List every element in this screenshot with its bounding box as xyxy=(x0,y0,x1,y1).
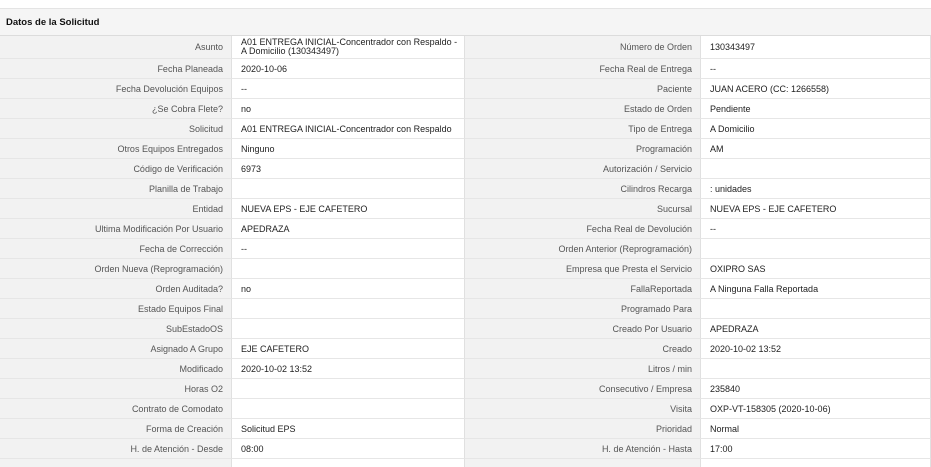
field-label: Sucursal xyxy=(465,199,700,219)
field-label: H. de Atención - Hasta xyxy=(465,439,700,459)
field-label: Fecha de Corrección xyxy=(0,239,231,259)
field-value: APEDRAZA xyxy=(231,219,465,239)
field-label: Fecha Real de Entrega xyxy=(465,59,700,79)
field-label: Código de Verificación xyxy=(0,159,231,179)
field-value xyxy=(231,179,465,199)
field-value: -- xyxy=(231,79,465,99)
field-label: Horas O2 xyxy=(0,379,231,399)
field-value: EJE CAFETERO xyxy=(231,339,465,359)
field-value: 17:00 xyxy=(700,439,931,459)
field-value: Pendiente xyxy=(700,99,931,119)
field-label: Creado xyxy=(465,339,700,359)
field-label: Contrato de Comodato xyxy=(0,399,231,419)
field-value: 2020-10-06 xyxy=(231,59,465,79)
field-value: no xyxy=(231,99,465,119)
field-label: Estado de Orden xyxy=(465,99,700,119)
field-label: Modificado xyxy=(0,359,231,379)
table-tail-row xyxy=(0,459,931,467)
field-value: JUAN ACERO (CC: 1266558) xyxy=(700,79,931,99)
field-label: Orden Anterior (Reprogramación) xyxy=(465,239,700,259)
field-value: 08:00 xyxy=(231,439,465,459)
field-label: Programado Para xyxy=(465,299,700,319)
field-label: Litros / min xyxy=(465,359,700,379)
field-value xyxy=(700,359,931,379)
field-value: -- xyxy=(700,59,931,79)
field-value: Solicitud EPS xyxy=(231,419,465,439)
field-label: Fecha Real de Devolución xyxy=(465,219,700,239)
field-value: no xyxy=(231,279,465,299)
field-value: A Ninguna Falla Reportada xyxy=(700,279,931,299)
field-label: Fecha Devolución Equipos xyxy=(0,79,231,99)
field-label: Orden Auditada? xyxy=(0,279,231,299)
field-label: Asunto xyxy=(0,36,231,59)
field-value xyxy=(700,239,931,259)
field-label: Entidad xyxy=(0,199,231,219)
table-row xyxy=(0,259,931,279)
table-row xyxy=(0,419,931,439)
table-row xyxy=(0,119,931,139)
field-label: Estado Equipos Final xyxy=(0,299,231,319)
table-row xyxy=(0,339,931,359)
field-value: : unidades xyxy=(700,179,931,199)
table-row xyxy=(0,319,931,339)
field-label: Planilla de Trabajo xyxy=(0,179,231,199)
table-row xyxy=(0,379,931,399)
table-row xyxy=(0,59,931,79)
field-value: OXP-VT-158305 (2020-10-06) xyxy=(700,399,931,419)
field-value xyxy=(231,299,465,319)
field-value: Normal xyxy=(700,419,931,439)
field-value xyxy=(231,379,465,399)
field-value xyxy=(231,319,465,339)
field-label: Fecha Planeada xyxy=(0,59,231,79)
field-value: -- xyxy=(231,239,465,259)
field-label: Autorización / Servicio xyxy=(465,159,700,179)
table-row xyxy=(0,399,931,419)
table-row xyxy=(0,239,931,259)
table-row xyxy=(0,299,931,319)
field-value xyxy=(700,299,931,319)
field-label: Prioridad xyxy=(465,419,700,439)
field-label: Visita xyxy=(465,399,700,419)
field-value xyxy=(231,259,465,279)
field-value xyxy=(700,159,931,179)
field-value: A Domicilio xyxy=(700,119,931,139)
table-row xyxy=(0,99,931,119)
field-value: -- xyxy=(700,219,931,239)
field-label: Cilindros Recarga xyxy=(465,179,700,199)
field-label: Paciente xyxy=(465,79,700,99)
field-value: AM xyxy=(700,139,931,159)
field-value: A01 ENTREGA INICIAL-Concentrador con Respaldo - A Domicilio (130343497) xyxy=(231,36,465,59)
table-row xyxy=(0,179,931,199)
table-row xyxy=(0,439,931,459)
field-value: Ninguno xyxy=(231,139,465,159)
field-label: Tipo de Entrega xyxy=(465,119,700,139)
table-row xyxy=(0,219,931,239)
order-details-panel xyxy=(0,8,931,467)
field-label: Consecutivo / Empresa xyxy=(465,379,700,399)
table-row xyxy=(0,279,931,299)
field-value: OXIPRO SAS xyxy=(700,259,931,279)
details-table xyxy=(0,36,931,467)
field-value: 235840 xyxy=(700,379,931,399)
field-value: 6973 xyxy=(231,159,465,179)
field-value: A01 ENTREGA INICIAL-Concentrador con Respaldo xyxy=(231,119,465,139)
field-value: NUEVA EPS - EJE CAFETERO xyxy=(231,199,465,219)
field-label: Orden Nueva (Reprogramación) xyxy=(0,259,231,279)
table-row xyxy=(0,139,931,159)
field-value: NUEVA EPS - EJE CAFETERO xyxy=(700,199,931,219)
table-row xyxy=(0,79,931,99)
field-value: 2020-10-02 13:52 xyxy=(231,359,465,379)
field-value: 130343497 xyxy=(700,36,931,59)
field-label: Número de Orden xyxy=(465,36,700,59)
field-value: 2020-10-02 13:52 xyxy=(700,339,931,359)
field-label: Forma de Creación xyxy=(0,419,231,439)
table-row xyxy=(0,359,931,379)
field-label: ¿Se Cobra Flete? xyxy=(0,99,231,119)
field-label: FallaReportada xyxy=(465,279,700,299)
field-value xyxy=(231,399,465,419)
field-label: H. de Atención - Desde xyxy=(0,439,231,459)
table-row xyxy=(0,199,931,219)
panel-title: Datos de la Solicitud xyxy=(0,8,931,36)
field-label: Creado Por Usuario xyxy=(465,319,700,339)
field-label: SubEstadoOS xyxy=(0,319,231,339)
table-row xyxy=(0,36,931,59)
field-label: Solicitud xyxy=(0,119,231,139)
field-value: APEDRAZA xyxy=(700,319,931,339)
field-label: Otros Equipos Entregados xyxy=(0,139,231,159)
field-label: Programación xyxy=(465,139,700,159)
field-label: Empresa que Presta el Servicio xyxy=(465,259,700,279)
field-label: Asignado A Grupo xyxy=(0,339,231,359)
table-row xyxy=(0,159,931,179)
field-label: Ultima Modificación Por Usuario xyxy=(0,219,231,239)
